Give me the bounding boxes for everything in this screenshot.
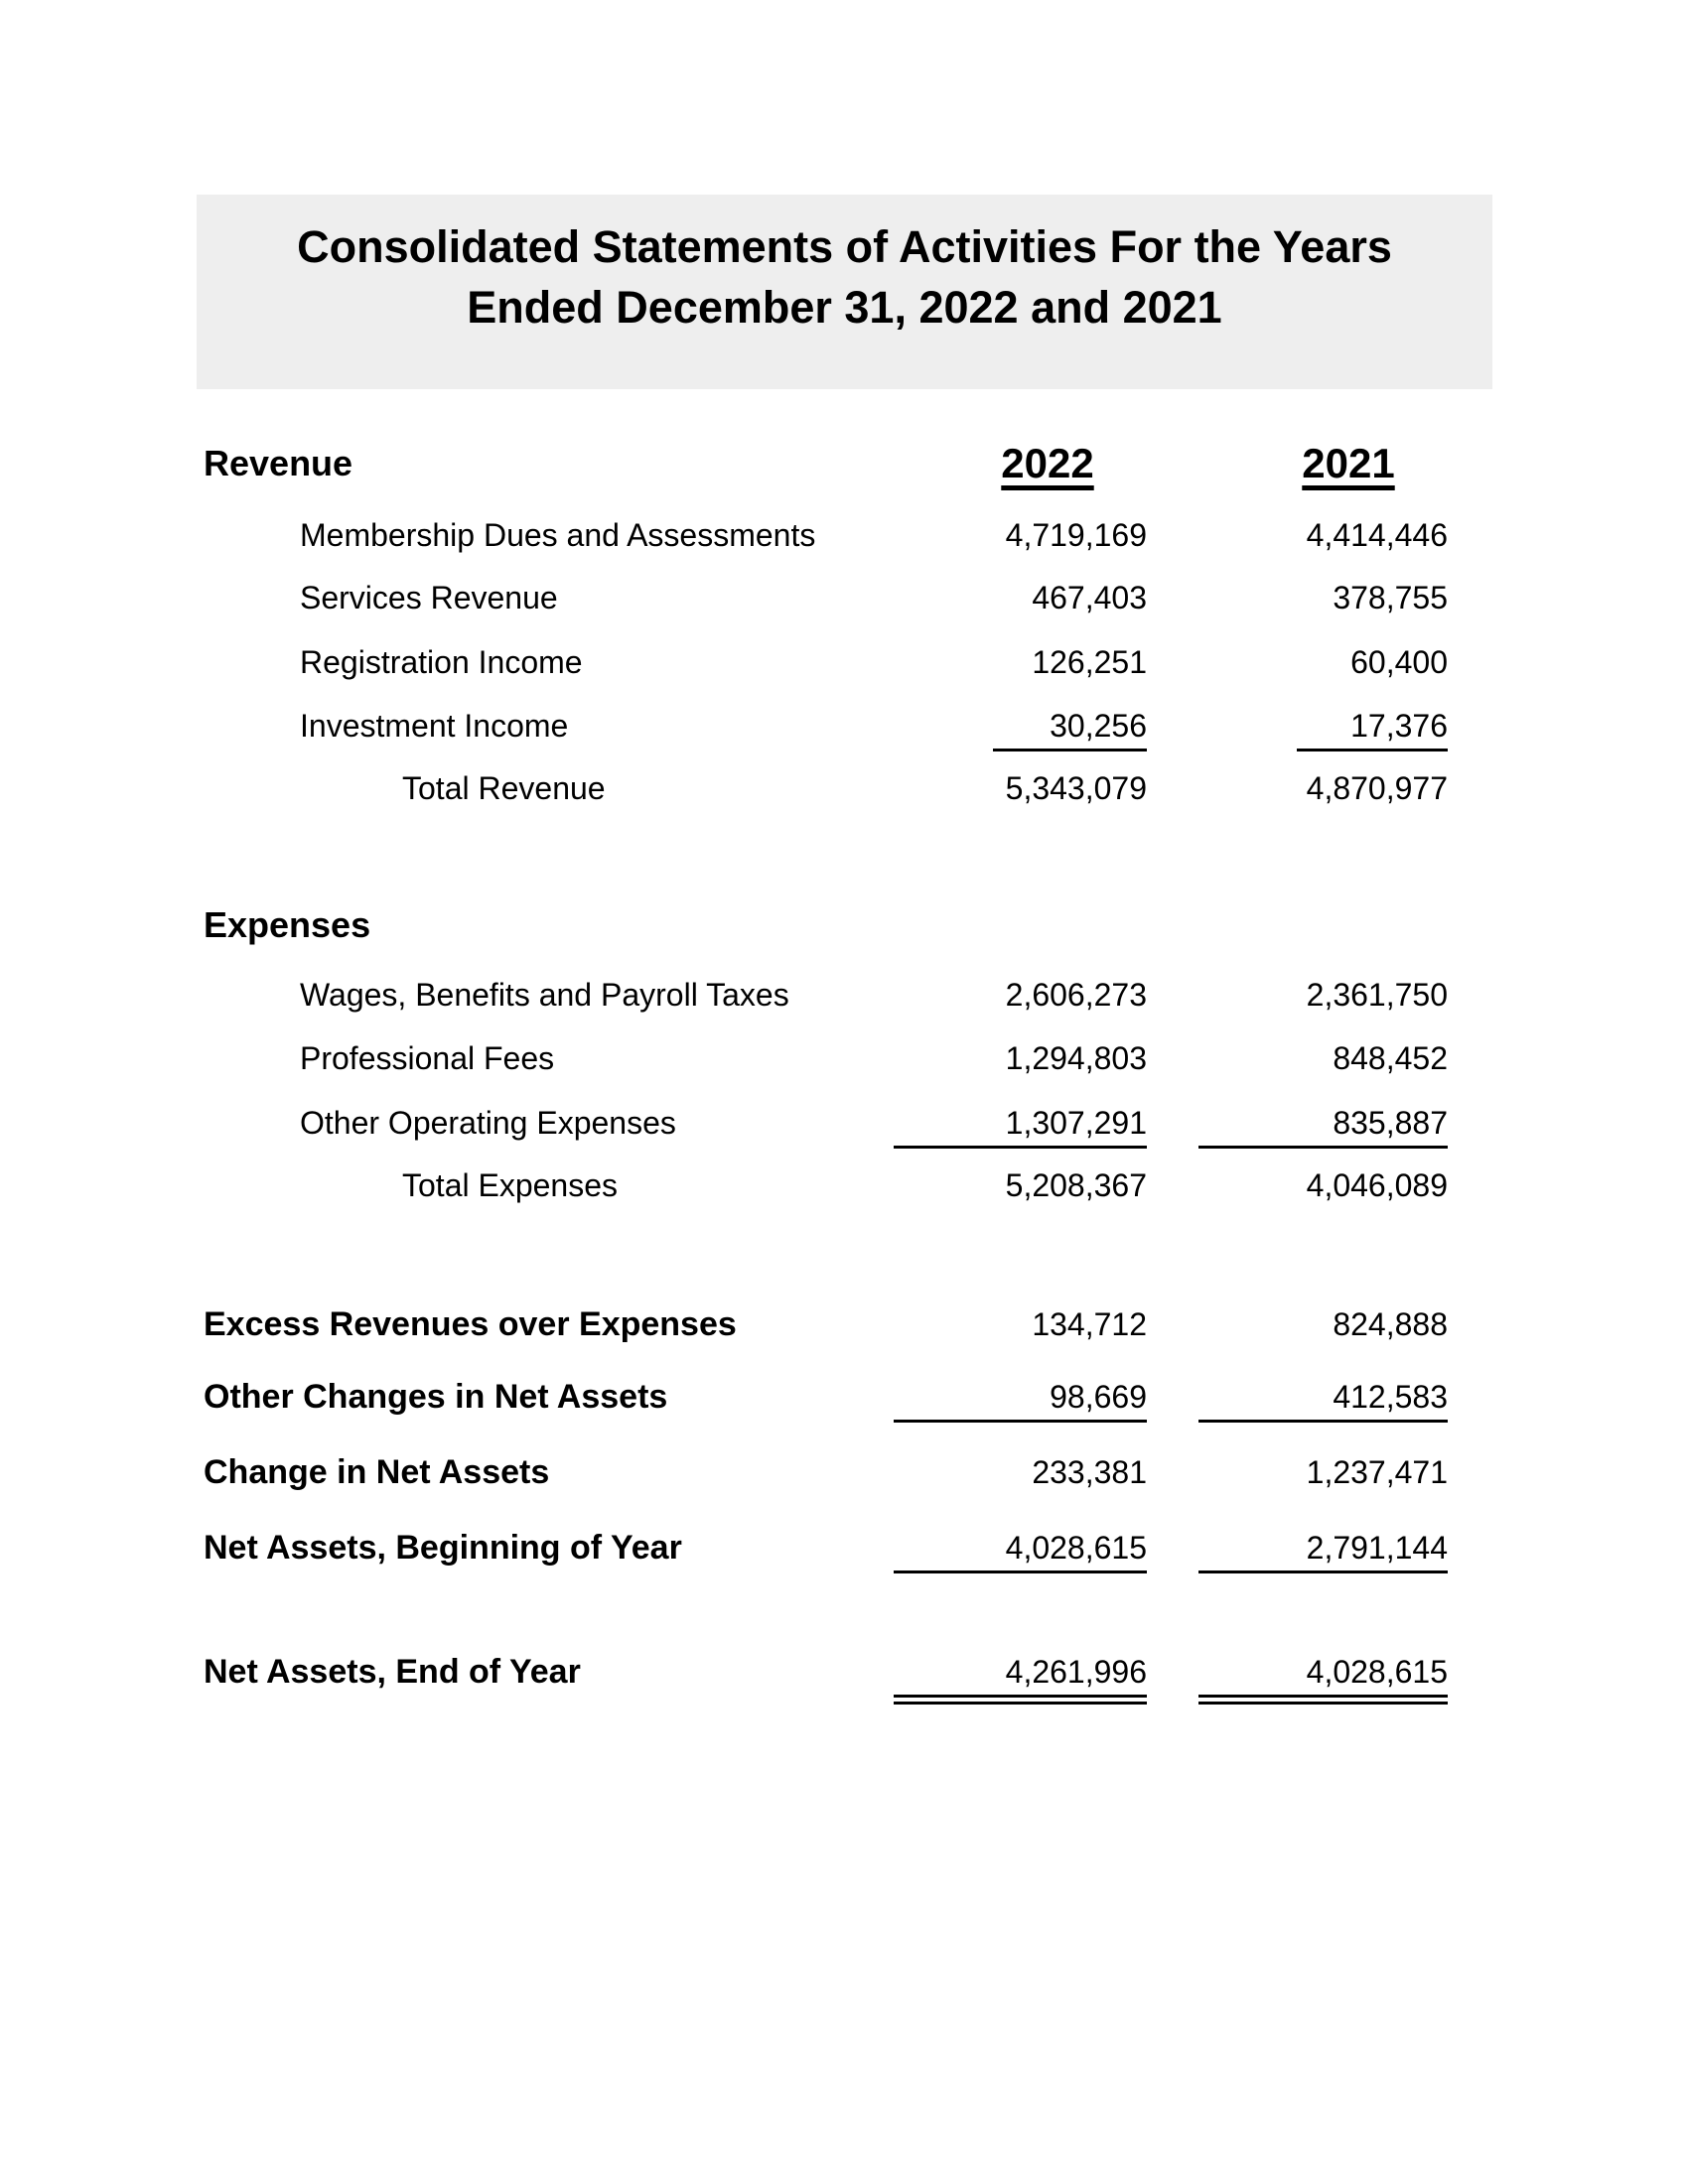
row-label: Change in Net Assets — [204, 1453, 550, 1491]
column-header-2021: 2021 — [1302, 440, 1395, 486]
row-label: Net Assets, End of Year — [204, 1653, 581, 1691]
value-2022-underlined: 30,256 — [993, 703, 1147, 751]
value-2021: 60,400 — [1350, 644, 1448, 680]
value-2022: 467,403 — [1032, 580, 1147, 615]
value-2022: 134,712 — [1032, 1306, 1147, 1342]
value-2021: 824,888 — [1333, 1306, 1448, 1342]
value-2022: 5,343,079 — [1005, 770, 1147, 806]
table-row-net-assets-end — [0, 1649, 1688, 1695]
value-2021: 1,237,471 — [1306, 1454, 1448, 1490]
expenses-header-row — [0, 899, 1688, 951]
table-row-wages-benefits — [0, 972, 1688, 1018]
value-2021: 378,755 — [1333, 580, 1448, 615]
table-row-total-expenses — [0, 1162, 1688, 1208]
row-label: Membership Dues and Assessments — [300, 517, 816, 553]
revenue-section-header: Revenue — [204, 443, 353, 483]
value-2021-underlined: 2,791,144 — [1198, 1525, 1448, 1573]
table-row-other-changes — [0, 1374, 1688, 1420]
value-2022: 126,251 — [1032, 644, 1147, 680]
row-label: Registration Income — [300, 644, 583, 680]
table-row-excess-revenues — [0, 1301, 1688, 1347]
value-2021-underlined: 835,887 — [1198, 1100, 1448, 1149]
value-2021-underlined: 412,583 — [1198, 1374, 1448, 1423]
value-2021-underlined: 17,376 — [1297, 703, 1448, 751]
table-row-services-revenue — [0, 575, 1688, 620]
value-2021: 2,361,750 — [1306, 977, 1448, 1013]
value-2021: 848,452 — [1333, 1040, 1448, 1076]
value-2022: 233,381 — [1032, 1454, 1147, 1490]
value-2022-underlined: 1,307,291 — [894, 1100, 1147, 1149]
table-row-registration-income — [0, 639, 1688, 685]
revenue-header-row — [0, 438, 1688, 489]
row-label: Professional Fees — [300, 1040, 555, 1076]
page-title-line-1: Consolidated Statements of Activities For the Years — [297, 221, 1392, 272]
row-label: Other Operating Expenses — [300, 1105, 676, 1141]
value-2022: 4,719,169 — [1005, 517, 1147, 553]
table-row-investment-income — [0, 703, 1688, 749]
value-2021: 4,414,446 — [1306, 517, 1448, 553]
row-label: Services Revenue — [300, 580, 558, 615]
expenses-section-header: Expenses — [204, 904, 371, 945]
table-row-other-operating-expenses — [0, 1100, 1688, 1146]
row-label: Other Changes in Net Assets — [204, 1378, 668, 1416]
table-row-total-revenue — [0, 765, 1688, 811]
value-2022: 1,294,803 — [1005, 1040, 1147, 1076]
value-2021-double-underlined: 4,028,615 — [1198, 1649, 1448, 1705]
table-row-change-in-net-assets — [0, 1449, 1688, 1495]
column-header-2022: 2022 — [1001, 440, 1094, 486]
value-2022: 5,208,367 — [1005, 1167, 1147, 1203]
value-2022: 2,606,273 — [1005, 977, 1147, 1013]
value-2022-underlined: 4,028,615 — [894, 1525, 1147, 1573]
title-box — [197, 195, 1492, 389]
page-title-line-2: Ended December 31, 2022 and 2021 — [467, 282, 1222, 333]
row-label: Total Expenses — [402, 1167, 619, 1203]
row-label: Excess Revenues over Expenses — [204, 1305, 737, 1343]
value-2021: 4,870,977 — [1306, 770, 1448, 806]
row-label: Investment Income — [300, 708, 569, 744]
table-row-membership-dues — [0, 512, 1688, 558]
value-2022-double-underlined: 4,261,996 — [894, 1649, 1147, 1705]
table-row-professional-fees — [0, 1035, 1688, 1081]
row-label: Net Assets, Beginning of Year — [204, 1529, 682, 1567]
row-label: Wages, Benefits and Payroll Taxes — [300, 977, 789, 1013]
table-row-net-assets-beginning — [0, 1525, 1688, 1570]
row-label: Total Revenue — [402, 770, 606, 806]
value-2021: 4,046,089 — [1306, 1167, 1448, 1203]
value-2022-underlined: 98,669 — [894, 1374, 1147, 1423]
